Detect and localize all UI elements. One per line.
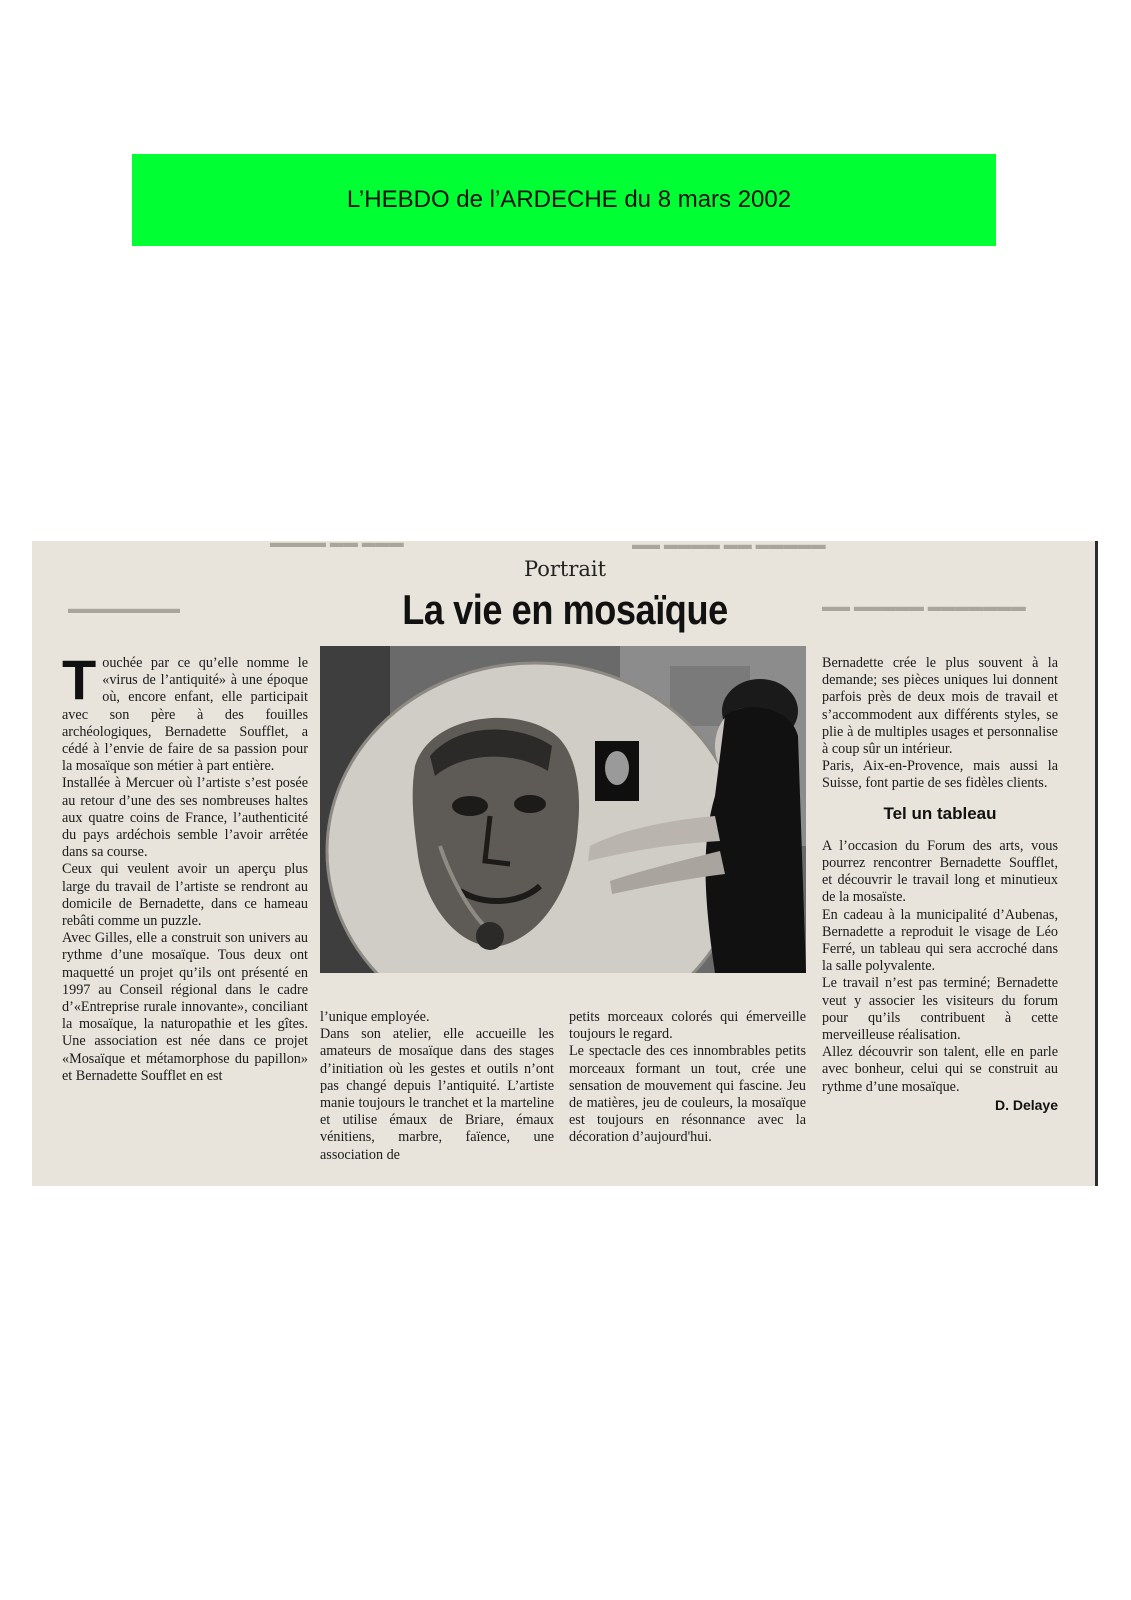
article-photo [320, 646, 806, 973]
paragraph: Allez découvrir son talent, elle en parle avec bonheur, celui qui se construit au rythme d’une mosaïque. [822, 1044, 1058, 1095]
paragraph: Dans son atelier, elle accueille les amateurs de mosaïque dans des stages d’initiation où les gestes et outils n’ont pas changé depuis l’antiquité. L’artiste manie toujours le tranchet et la marteline et utilise émaux de Briare, émaux vénitiens, marbre, faïence, une association de [320, 1026, 554, 1163]
newspaper-source-banner [132, 154, 996, 246]
article-signature: D. Delaye [994, 1096, 1058, 1113]
paragraph: Bernadette crée le plus souvent à la demande; ses pièces uniques lui donnent parfois près de deux mois de travail et s’accommodent aux différents styles, se plie à de multiples usages et personnalise à coup sûr un intérieur. [822, 655, 1058, 758]
banner-text: L’HEBDO de l’ARDECHE du 8 mars 2002 [346, 186, 792, 213]
bleed-text: ▬▬ ▬▬▬▬ ▬▬ ▬▬▬▬▬ [632, 541, 826, 552]
paragraph-text: ouchée par ce qu’elle nomme le «virus de l’antiquité» à une époque où, encore enfant, elle participait avec son père à des fouilles archéologiques, Bernadette Soufflet, a cédé à l’envie de faire de sa passion pour la mosaïque son métier à part entière. [62, 655, 308, 775]
paragraph: Le travail n’est pas terminé; Bernadette veut y associer les visiteurs du forum pour qu’ils contribuent à cette merveilleuse réalisation. [822, 975, 1058, 1044]
bleed-text: ▬▬▬▬ ▬▬ ▬▬▬ [270, 541, 404, 550]
paragraph: petits morceaux colorés qui émerveille toujours le regard. [569, 1009, 806, 1043]
bleed-text: ▬▬ ▬▬▬▬▬ ▬▬▬▬▬▬▬ [822, 598, 1026, 614]
paragraph: Le spectacle des ces innombrables petits morceaux formant un tout, crée une sensation de mouvement qui fascine. Jeu de matières, jeu de couleurs, la mosaïque est toujours en résonnance avec la décoration d’aujourd'hui. [569, 1043, 806, 1146]
paragraph: En cadeau à la municipalité d’Aubenas, Bernadette a reproduit le visage de Léo Ferré, un tableau qui sera accroché dans la salle polyvalente. [822, 906, 1058, 975]
article-kicker: Portrait [523, 557, 607, 581]
paragraph: Installée à Mercuer où l’artiste s’est posée au retour d’une des ses nombreuses haltes aux quatre coins de France, l’authenticité du pays ardéchois semble l’avoir arrêtée dans sa course. [62, 775, 308, 861]
paragraph: A l’occasion du Forum des arts, vous pourrez rencontrer Bernadette Soufflet, et découvrir le travail long et minutieux de la mosaïste. [822, 837, 1058, 906]
paragraph: Paris, Aix-en-Provence, mais aussi la Suisse, font partie de ses fidèles clients. [822, 758, 1058, 792]
article-headline: La vie en mosaïque [402, 586, 728, 633]
article-subhead: Tel un tableau [883, 803, 997, 823]
article-column-1 [62, 648, 308, 1085]
bleed-text: ▬▬▬▬▬▬▬▬ [68, 600, 180, 616]
article-column-2 [320, 1009, 554, 1164]
clipping-edge [1095, 541, 1098, 1186]
paragraph [62, 648, 308, 775]
article-column-4 [822, 655, 1058, 1114]
paragraph: Ceux qui veulent avoir un aperçu plus large du travail de l’artiste se rendront au domicile de Bernadette, dans ce hameau rebâti comme un puzzle. [62, 861, 308, 930]
dropcap: T [62, 648, 97, 711]
newspaper-clipping [32, 541, 1098, 1186]
paragraph: l’unique employée. [320, 1009, 430, 1025]
article-column-3 [569, 1009, 806, 1147]
paragraph: Avec Gilles, elle a construit son univers au rythme d’une mosaïque. Tous deux ont maquetté un projet qu’ils ont présenté en 1997 au Conseil régional dans le cadre d’«Entreprise rurale innovante», conciliant la mosaïque, la naturopathie et les gîtes. Une association est née dans ce projet «Mosaïque et métamorphose du papillon» et Bernadette Soufflet en est [62, 930, 308, 1084]
